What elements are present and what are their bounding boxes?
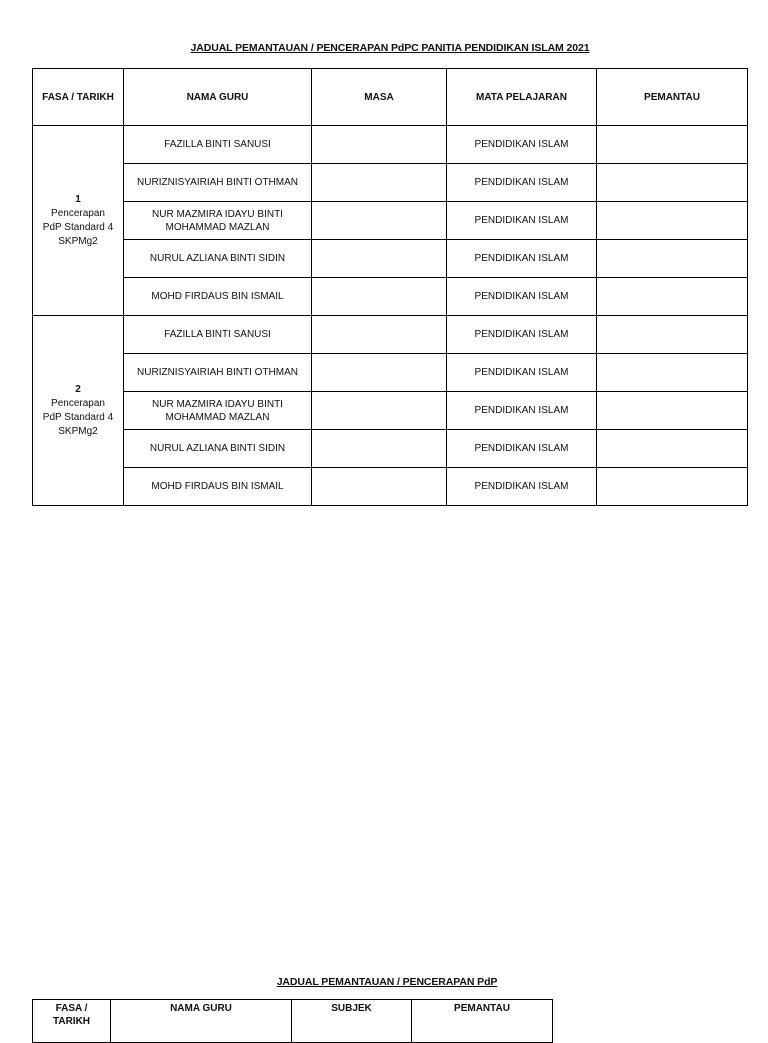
nama-guru-cell: NURIZNISYAIRIAH BINTI OTHMAN — [124, 164, 312, 202]
table-row — [33, 278, 748, 316]
masa-cell — [312, 354, 447, 392]
mata-pelajaran-cell: PENDIDIKAN ISLAM — [447, 126, 597, 164]
masa-cell — [312, 240, 447, 278]
table-row — [33, 126, 748, 164]
nama-guru-cell: MOHD FIRDAUS BIN ISMAIL — [124, 278, 312, 316]
mata-pelajaran-cell: PENDIDIKAN ISLAM — [447, 354, 597, 392]
header-fasa-tarikh: FASA / TARIKH — [33, 1000, 111, 1043]
header-fasa-tarikh: FASA / TARIKH — [33, 69, 124, 126]
fasa-line: PdP Standard 4 — [42, 221, 114, 233]
mata-pelajaran-cell: PENDIDIKAN ISLAM — [447, 278, 597, 316]
table-row — [33, 430, 748, 468]
table-header-row — [33, 69, 748, 126]
masa-cell — [312, 316, 447, 354]
mata-pelajaran-cell: PENDIDIKAN ISLAM — [447, 240, 597, 278]
header-pemantau: PEMANTAU — [412, 1000, 553, 1043]
header-nama-guru: NAMA GURU — [111, 1000, 292, 1043]
masa-cell — [312, 278, 447, 316]
table-row — [33, 316, 748, 354]
mata-pelajaran-cell: PENDIDIKAN ISLAM — [447, 316, 597, 354]
pemantau-cell — [597, 392, 748, 430]
table-row — [33, 392, 748, 430]
fasa-line: SKPMg2 — [58, 425, 98, 437]
document-title-2: JADUAL PEMANTAUAN / PENCERAPAN PdP — [276, 976, 498, 988]
nama-guru-cell: FAZILLA BINTI SANUSI — [124, 126, 312, 164]
table-row — [33, 468, 748, 506]
fasa-cell — [33, 126, 124, 316]
table-row — [33, 164, 748, 202]
nama-guru-cell: NUR MAZMIRA IDAYU BINTI MOHAMMAD MAZLAN — [124, 202, 312, 240]
header-pemantau: PEMANTAU — [597, 69, 748, 126]
mata-pelajaran-cell: PENDIDIKAN ISLAM — [447, 164, 597, 202]
schedule-table — [32, 68, 748, 506]
table-row — [33, 202, 748, 240]
header-nama-guru: NAMA GURU — [124, 69, 312, 126]
table-row — [33, 240, 748, 278]
fasa-line: SKPMg2 — [58, 235, 98, 247]
pemantau-cell — [597, 468, 748, 506]
pemantau-cell — [597, 164, 748, 202]
pemantau-cell — [597, 240, 748, 278]
mata-pelajaran-cell: PENDIDIKAN ISLAM — [447, 468, 597, 506]
nama-guru-cell: NURUL AZLIANA BINTI SIDIN — [124, 430, 312, 468]
fasa-line: Pencerapan — [51, 397, 105, 409]
mata-pelajaran-cell: PENDIDIKAN ISLAM — [447, 392, 597, 430]
masa-cell — [312, 468, 447, 506]
nama-guru-cell: NUR MAZMIRA IDAYU BINTI MOHAMMAD MAZLAN — [124, 392, 312, 430]
pemantau-cell — [597, 202, 748, 240]
header-subjek: SUBJEK — [292, 1000, 412, 1043]
fasa-cell — [33, 316, 124, 506]
masa-cell — [312, 126, 447, 164]
nama-guru-cell: NURUL AZLIANA BINTI SIDIN — [124, 240, 312, 278]
mata-pelajaran-cell: PENDIDIKAN ISLAM — [447, 202, 597, 240]
nama-guru-cell: MOHD FIRDAUS BIN ISMAIL — [124, 468, 312, 506]
nama-guru-cell: FAZILLA BINTI SANUSI — [124, 316, 312, 354]
header-mata-pelajaran: MATA PELAJARAN — [447, 69, 597, 126]
masa-cell — [312, 202, 447, 240]
fasa-line: PdP Standard 4 — [42, 411, 114, 423]
pemantau-cell — [597, 126, 748, 164]
pemantau-cell — [597, 316, 748, 354]
nama-guru-cell: NURIZNISYAIRIAH BINTI OTHMAN — [124, 354, 312, 392]
pemantau-cell — [597, 278, 748, 316]
document-title: JADUAL PEMANTAUAN / PENCERAPAN PdPC PANITIA PENDIDIKAN ISLAM 2021 — [190, 42, 590, 54]
masa-cell — [312, 392, 447, 430]
table-row — [33, 354, 748, 392]
fasa-number: 1 — [75, 193, 81, 205]
pemantau-cell — [597, 430, 748, 468]
header-masa: MASA — [312, 69, 447, 126]
fasa-line: Pencerapan — [51, 207, 105, 219]
masa-cell — [312, 164, 447, 202]
table-header-row — [33, 1000, 553, 1043]
masa-cell — [312, 430, 447, 468]
mata-pelajaran-cell: PENDIDIKAN ISLAM — [447, 430, 597, 468]
schedule-table-2 — [32, 999, 553, 1043]
fasa-number: 2 — [75, 383, 81, 395]
pemantau-cell — [597, 354, 748, 392]
